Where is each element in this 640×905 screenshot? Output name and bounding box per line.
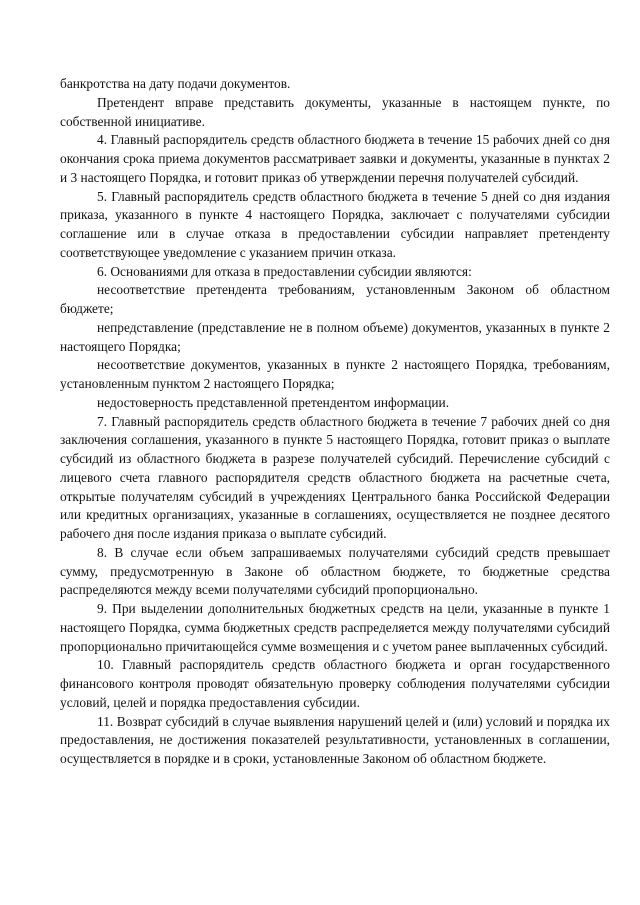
paragraph-initiative: Претендент вправе представить документы, указанные в настоящем пункте, по собственной инициативе. bbox=[60, 94, 610, 129]
refusal-reason-item: непредставление (представление не в полном объеме) документов, указанных в пункте 2 настоящего Порядка; bbox=[60, 319, 610, 354]
paragraph-continuation: банкротства на дату подачи документов. bbox=[60, 76, 291, 91]
refusal-reason-item: несоответствие документов, указанных в пункте 2 настоящего Порядка, требованиям, установленным пунктом 2 настоящего Порядка; bbox=[60, 357, 610, 391]
paragraph-clause-8: 8. В случае если объем запрашиваемых получателями субсидий средств превышает сумму, предусмотренную в Законе об областном бюджете, то бюджетные средства распределяются между всеми получателями субсидий пропорционально. bbox=[60, 544, 610, 598]
paragraph-clause-7: 7. Главный распорядитель средств областного бюджета в течение 7 рабочих дней со дня заключения соглашения, указанного в пункте 5 настоящего Порядка, готовит приказ о выплате субсидий из областного бюджета в разрезе получателей субсидий. Перечисление субсидий с лицевого счета главного распорядителя средств областного бюджета на расчетные счета, открытые получателям субсидий в учреждениях Центрального банка Российской Федерации или кредитных организациях, указанные в соглашениях, осуществляется не позднее десятого рабочего дня после издания приказа о выплате субсидий. bbox=[60, 413, 610, 541]
refusal-reason-item: недостоверность представленной претендентом информации. bbox=[97, 394, 450, 410]
paragraph-clause-9: 9. При выделении дополнительных бюджетных средств на цели, указанные в пункте 1 настоящего Порядка, сумма бюджетных средств распределяется между получателями субсидий пропорционально причитающейся сумме возмещения и с учетом ранее выплаченных субсидий. bbox=[60, 601, 610, 654]
refusal-reason-item: несоответствие претендента требованиям, установленным Законом об областном бюджете; bbox=[60, 282, 610, 316]
paragraph-clause-11: 11. Возврат субсидий в случае выявления нарушений целей и (или) условий и порядка их предоставления, не достижения показателей результативности, установленных в соглашении, осуществляется в порядке и в сроки, установленные Законом об областном бюджете. bbox=[60, 713, 610, 766]
document-page bbox=[60, 75, 610, 769]
paragraph-clause-10: 10. Главный распорядитель средств областного бюджета и орган государственного финансового контроля проводят обязательную проверку соблюдения получателями субсидии условий, целей и порядка предоставления субсидии. bbox=[60, 657, 610, 710]
paragraph-clause-5: 5. Главный распорядитель средств областного бюджета в течение 5 дней со дня издания приказа, указанного в пункте 4 настоящего Порядка, заключает с получателями субсидии соглашение или в случае отказа в предоставлении субсидии направляет претенденту соответствующее уведомление с указанием причин отказа. bbox=[60, 188, 610, 260]
paragraph-clause-6: 6. Основаниями для отказа в предоставлении субсидии являются: bbox=[97, 263, 472, 279]
paragraph-clause-4: 4. Главный распорядитель средств областного бюджета в течение 15 рабочих дней со дня окончания срока приема документов рассматривает заявки и документы, указанные в пунктах 2 и 3 настоящего Порядка, и готовит приказ об утверждении перечня получателей субсидий. bbox=[60, 132, 610, 185]
